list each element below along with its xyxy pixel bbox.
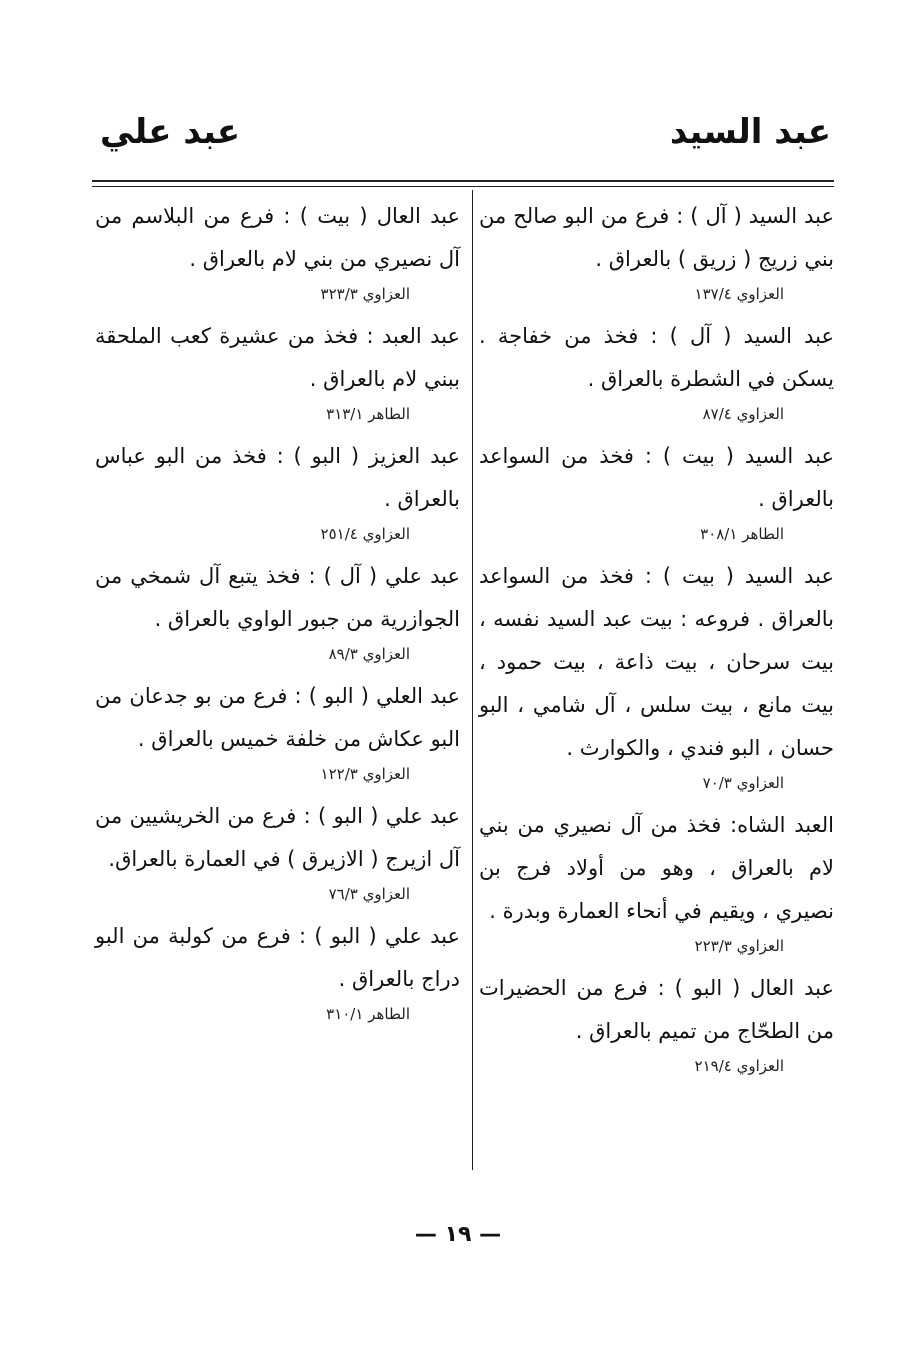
entry-reference: الطاهر ٣١٠/١ — [326, 1005, 410, 1023]
entry — [95, 435, 460, 547]
entry — [95, 795, 460, 907]
left-column — [95, 195, 460, 1035]
entry-reference: الطاهر ٣١٣/١ — [326, 405, 410, 423]
right-column — [479, 195, 834, 1087]
entry-text: عبد العلي ( البو ) : فرع من بو جدعان من البو عكاش من خلفة خميس بالعراق . — [95, 684, 460, 751]
entry-reference: العزاوي ٧٠/٣ — [702, 774, 784, 792]
entry — [479, 555, 834, 796]
entry — [479, 195, 834, 307]
entry-reference: العزاوي ٨٧/٤ — [702, 405, 784, 423]
entry-reference: العزاوي ٧٦/٣ — [328, 885, 410, 903]
entry — [95, 195, 460, 307]
entry — [479, 804, 834, 959]
entry — [479, 435, 834, 547]
entry — [479, 315, 834, 427]
entry — [95, 675, 460, 787]
entry-reference: العزاوي ٢١٩/٤ — [694, 1057, 784, 1075]
entry-text: عبد علي ( آل ) : فخذ يتبع آل شمخي من الجوازرية من جبور الواوي بالعراق . — [95, 564, 460, 631]
entry-reference: العزاوي ٨٩/٣ — [328, 645, 410, 663]
entry-reference: العزاوي ٢٥١/٤ — [320, 525, 410, 543]
entry-text: عبد علي ( البو ) : فرع من الخريشيين من آل ازيرج ( الازيرق ) في العمارة بالعراق. — [95, 804, 460, 871]
page-number: — ١٩ — — [414, 1222, 502, 1247]
header-rule-thin — [92, 186, 834, 187]
entry — [95, 915, 460, 1027]
header-rule — [92, 180, 834, 182]
running-head-right: عبد السيد — [669, 112, 831, 152]
entry-reference: العزاوي ١٢٢/٣ — [320, 765, 410, 783]
entry — [479, 967, 834, 1079]
entry-text: عبد السيد ( بيت ) : فخذ من السواعد بالعراق . — [479, 444, 834, 511]
entry-reference: العزاوي ١٣٧/٤ — [694, 285, 784, 303]
entry-text: عبد علي ( البو ) : فرع من كولبة من البو دراج بالعراق . — [95, 924, 460, 991]
entry-text: عبد السيد ( آل ) : فرع من البو صالح من بني زريج ( زريق ) بالعراق . — [479, 204, 834, 271]
entry — [95, 315, 460, 427]
running-head-left: عبد علي — [100, 112, 241, 152]
entry-text: العبد الشاه: فخذ من آل نصيري من بني لام بالعراق ، وهو من أولاد فرج بن نصيري ، ويقيم في أنحاء العمارة وبدرة . — [479, 813, 834, 923]
entry-text: عبد السيد ( بيت ) : فخذ من السواعد بالعراق . فروعه : بيت عبد السيد نفسه ، بيت سرحان ، بيت ذاعة ، بيت حمود ، بيت مانع ، بيت سلس ، آل شامي ، البو حسان ، البو فندي ، والكوارث . — [479, 564, 834, 760]
entry-text: عبد العال ( البو ) : فرع من الحضيرات من الطحّاج من تميم بالعراق . — [479, 976, 834, 1043]
entry — [95, 555, 460, 667]
entry-reference: العزاوي ٢٢٣/٣ — [694, 937, 784, 955]
entry-text: عبد العال ( بيت ) : فرع من البلاسم من آل نصيري من بني لام بالعراق . — [95, 204, 460, 271]
entry-text: عبد السيد ( آل ) : فخذ من خفاجة . يسكن في الشطرة بالعراق . — [479, 324, 834, 391]
entry-reference: الطاهر ٣٠٨/١ — [700, 525, 784, 543]
entry-text: عبد العزيز ( البو ) : فخذ من البو عباس بالعراق . — [95, 444, 460, 511]
entry-text: عبد العبد : فخذ من عشيرة كعب الملحقة ببني لام بالعراق . — [95, 324, 460, 391]
entry-reference: العزاوي ٣٢٣/٣ — [320, 285, 410, 303]
column-divider — [472, 190, 473, 1170]
